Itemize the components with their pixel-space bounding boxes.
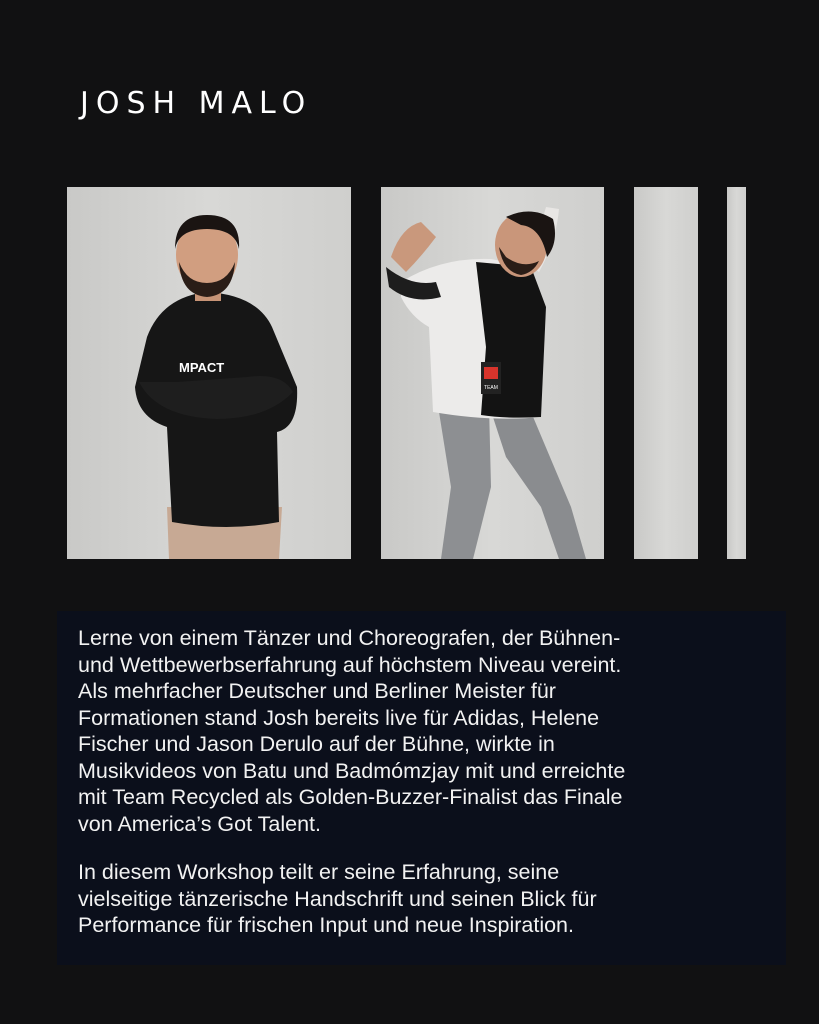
photo-strip-1: [634, 187, 698, 559]
text-line: In diesem Workshop teilt er seine Erfahrung, seine: [78, 860, 560, 884]
portrait-illustration: [67, 187, 351, 559]
text-line: mit Team Recycled als Golden-Buzzer-Finalist das Finale: [78, 785, 623, 809]
text-line: Lerne von einem Tänzer und Choreografen, der Bühnen-: [78, 626, 621, 650]
description-paragraph-2: [78, 859, 768, 939]
text-line: und Wettbewerbserfahrung auf höchstem Niveau vereint.: [78, 652, 622, 677]
hoodie-print: MPACT: [179, 360, 225, 375]
text-line: Musikvideos von Batu und Badmómzjay mit und erreichte: [78, 758, 626, 783]
description-box: [57, 611, 786, 965]
text-line: vielseitige tänzerische Handschrift und seinen Blick für: [78, 886, 597, 911]
text-line: Fischer und Jason Derulo auf der Bühne, wirkte in: [78, 732, 555, 756]
photo-strip-2: [727, 187, 746, 559]
portrait-photo-arms-crossed: [67, 187, 351, 559]
description-paragraph-1: [78, 625, 768, 837]
dancer-illustration: [381, 187, 604, 559]
page-title: JOSH MALO: [80, 86, 313, 121]
portrait-photo-dancing: [381, 187, 604, 559]
text-line: Formationen stand Josh bereits live für Adidas, Helene: [78, 705, 600, 730]
text-line: von America’s Got Talent.: [78, 811, 321, 836]
badge-text: TEAM: [484, 385, 498, 391]
text-line: Performance für frischen Input und neue Inspiration.: [78, 913, 574, 937]
text-line: Als mehrfacher Deutscher und Berliner Meister für: [78, 679, 556, 703]
